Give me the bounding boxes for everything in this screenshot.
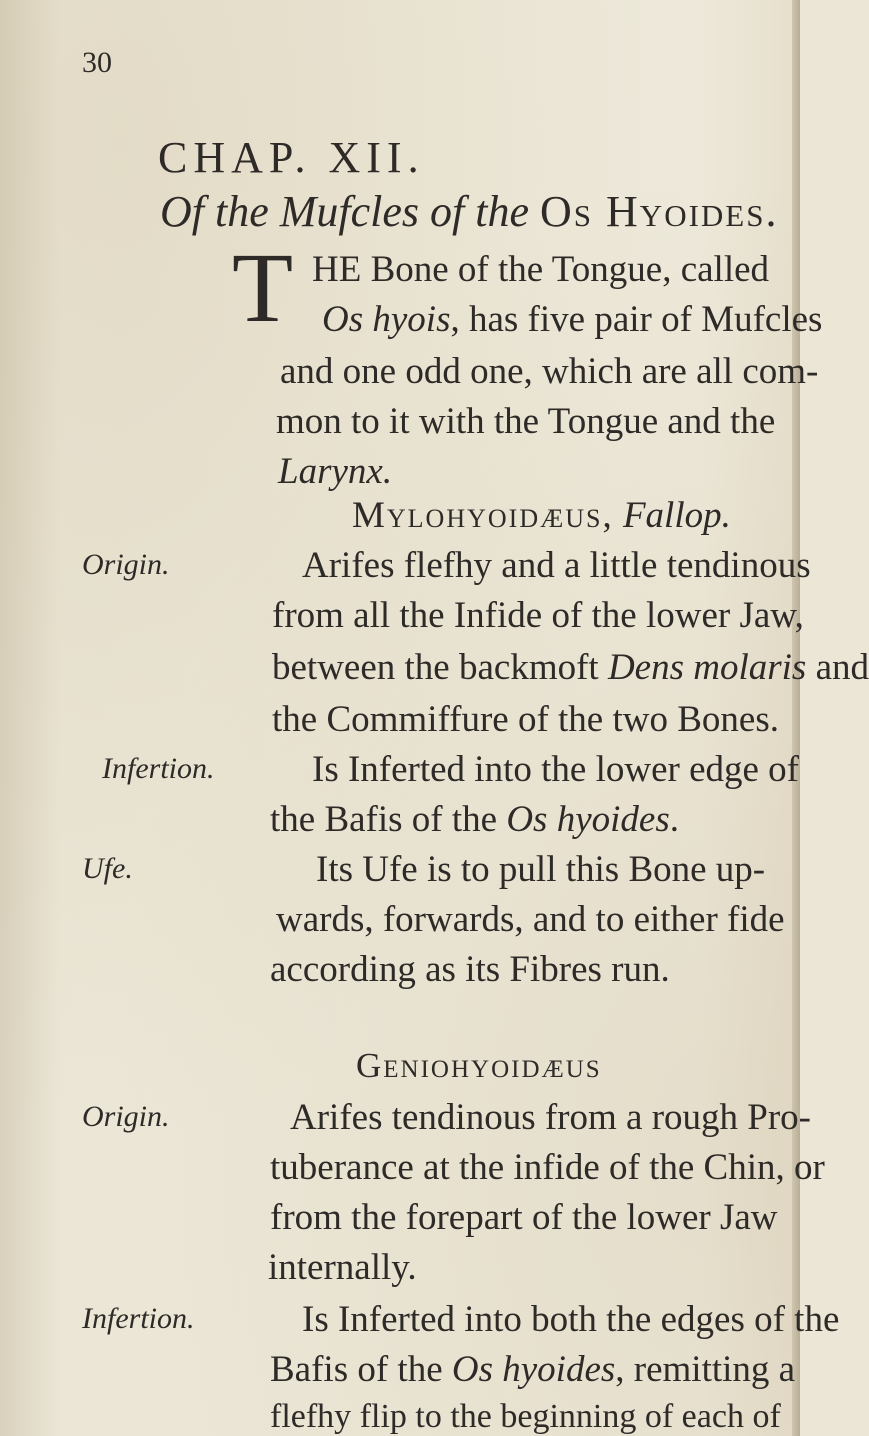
m1-line-2: from all the Infide of the lower Jaw, <box>272 595 804 636</box>
title-name: Os Hyoides. <box>540 187 779 236</box>
intro-line-5: Larynx. <box>278 451 393 492</box>
muscle2-heading: Genіohyoidæus <box>356 1046 602 1085</box>
page-edge <box>792 0 800 1436</box>
m1-line-6: the Bafis of the Os hyoides. <box>270 799 679 840</box>
m1-line-5: Is Inferted into the lower edge of <box>312 749 799 790</box>
m2-line-5: Is Inferted into both the edges of the <box>302 1299 840 1340</box>
m2-line-6: Bafis of the Os hyoides, remitting a <box>270 1349 796 1390</box>
m2-line-1: Arifes tendinous from a rough Pro- <box>290 1097 811 1138</box>
m1-line-4: the Commiffure of the two Bones. <box>272 699 779 740</box>
m1-line-7: Its Ufe is to pull this Bone up- <box>316 849 766 890</box>
muscle1-heading: Mylohyoidæus, Fallop. <box>352 495 731 536</box>
chapter-heading: CHAP. XII. <box>158 133 425 182</box>
intro-line-4: mon to it with the Tongue and the <box>276 401 776 442</box>
margin-insertion-2: Infertion. <box>82 1302 195 1335</box>
m2-line-7: flefhy flip to the beginning of each of <box>270 1398 781 1435</box>
title-prefix: Of the Mufcles of the <box>160 187 541 236</box>
chapter-title <box>160 186 778 237</box>
drop-cap: T <box>232 232 294 343</box>
margin-origin-1: Origin. <box>82 548 170 581</box>
m2-line-4: internally. <box>268 1247 417 1288</box>
intro-line-3: and one odd one, which are all com- <box>280 351 819 392</box>
m1-line-3: between the backmoft Dens molaris and <box>272 647 869 688</box>
m1-line-9: according as its Fibres run. <box>270 949 670 990</box>
m2-line-2: tuberance at the infide of the Chin, or <box>270 1147 825 1188</box>
intro-line-2: Os hyois, has five pair of Mufcles <box>322 299 823 340</box>
m2-line-3: from the forepart of the lower Jaw <box>270 1197 778 1238</box>
m1-line-1: Arifes flefhy and a little tendinous <box>302 545 811 586</box>
page-number: 30 <box>82 46 112 79</box>
m1-line-8: wards, forwards, and to either fide <box>276 899 785 940</box>
intro-line-1: HE Bone of the Tongue, called <box>312 249 770 290</box>
margin-use: Ufe. <box>82 852 133 885</box>
margin-insertion-1: Infertion. <box>102 752 215 785</box>
margin-origin-2: Origin. <box>82 1100 170 1133</box>
